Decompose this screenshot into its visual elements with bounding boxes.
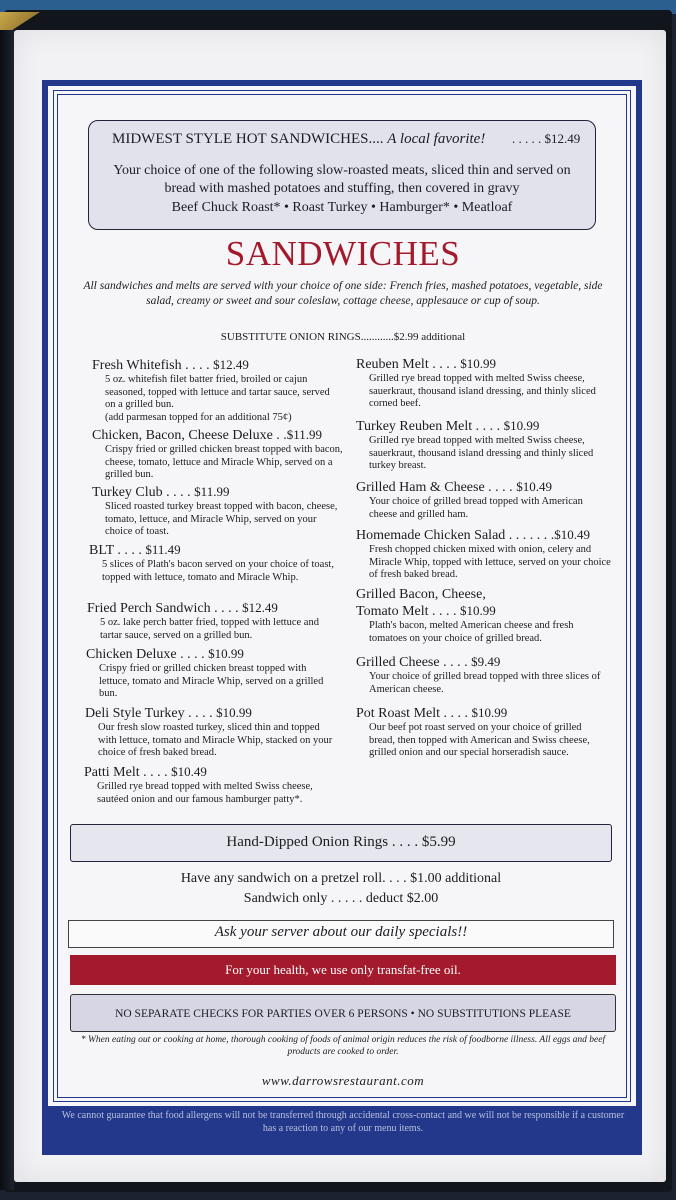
menu-item bbox=[85, 705, 335, 760]
item-extra: (add parmesan topped for an additional 75¢) bbox=[105, 411, 292, 423]
menu-item bbox=[89, 542, 339, 584]
menu-item bbox=[356, 418, 608, 473]
menu-item bbox=[356, 587, 608, 645]
item-description: Fresh chopped chicken mixed with onion, celery and Miracle Whip, topped with lettuce, served on your choice of fresh baked bread. bbox=[369, 544, 611, 580]
menu-item bbox=[86, 646, 336, 701]
item-price: $12.49 bbox=[213, 357, 249, 372]
item-name: Grilled Ham & Cheese . . . . bbox=[356, 480, 513, 495]
item-price: $10.99 bbox=[216, 705, 252, 720]
item-description: Your choice of grilled bread topped with three slices of American cheese. bbox=[369, 671, 601, 695]
hot-sandwiches-tagline: A local favorite! bbox=[387, 131, 486, 147]
restaurant-website: www.darrowsrestaurant.com bbox=[261, 1073, 425, 1088]
menu-item bbox=[356, 527, 612, 582]
item-price: $11.49 bbox=[145, 542, 181, 557]
item-name: Homemade Chicken Salad . . . . . . . bbox=[356, 528, 555, 543]
item-price: $11.99 bbox=[194, 484, 230, 499]
hot-sandwiches-description: Your choice of one of the following slow-roasted meats, sliced thin and served on bread with mashed potatoes and stuffing, then covered in gravy bbox=[113, 163, 571, 196]
item-price: $10.49 bbox=[516, 479, 552, 494]
onion-rings-item: Hand-Dipped Onion Rings . . . . $5.99 bbox=[226, 834, 456, 850]
item-name-line2: Tomato Melt . . . . bbox=[356, 604, 457, 619]
item-description: Sliced roasted turkey breast topped with bacon, cheese, tomato, lettuce, and Miracle Whip, served on your choice of toast. bbox=[105, 501, 338, 537]
sides-note: All sandwiches and melts are served with your choice of one side: French fries, mashed potatoes, vegetable, side salad, creamy or sweet and sour coleslaw, cottage cheese, applesauce or cup of soup. bbox=[83, 280, 603, 307]
daily-specials-note: Ask your server about our daily specials!! bbox=[214, 924, 468, 940]
item-price: $12.49 bbox=[242, 600, 278, 615]
item-price: $10.49 bbox=[171, 764, 207, 779]
menu-item bbox=[356, 654, 608, 696]
item-name: Pot Roast Melt . . . . bbox=[356, 706, 469, 721]
hot-sandwiches-title bbox=[112, 131, 485, 148]
allergen-notice: We cannot guarantee that food allergens will not be transferred through accidental cross-contact and we will not be responsible if a customer has a reaction to any of our menu items. bbox=[61, 1110, 625, 1134]
food-safety-disclaimer: * When eating out or cooking at home, thorough cooking of foods of animal origin reduces the risk of foodborne illness. All eggs and beef products are cooked to order. bbox=[80, 1035, 606, 1057]
item-description: Crispy fried or grilled chicken breast topped with lettuce, tomato and Miracle Whip, served on a grilled bun. bbox=[99, 663, 324, 699]
menu-item bbox=[92, 427, 350, 482]
checks-policy-note: NO SEPARATE CHECKS FOR PARTIES OVER 6 PERSONS • NO SUBSTITUTIONS PLEASE bbox=[115, 1008, 571, 1020]
menu-item bbox=[84, 764, 340, 806]
pretzel-roll-option: Have any sandwich on a pretzel roll. . . . $1.00 additional bbox=[180, 871, 502, 886]
item-description: 5 oz. whitefish filet batter fried, broiled or cajun seasoned, topped with lettuce and tartar sauce, served on a grilled bun. bbox=[105, 374, 330, 410]
item-name: Patti Melt . . . . bbox=[84, 765, 168, 780]
section-title: SANDWICHES bbox=[225, 234, 461, 273]
hot-sandwiches-heading: MIDWEST STYLE HOT SANDWICHES.... bbox=[112, 131, 384, 147]
item-name: BLT . . . . bbox=[89, 543, 142, 558]
item-description: Grilled rye bread topped with melted Swiss cheese, sauerkraut, thousand island dressing, and thinly sliced corned beef. bbox=[369, 373, 596, 409]
item-name: Fried Perch Sandwich . . . . bbox=[87, 601, 239, 616]
item-name: Fresh Whitefish . . . . bbox=[92, 358, 210, 373]
menu-item bbox=[87, 600, 337, 642]
menu-item bbox=[92, 357, 342, 424]
item-description: Plath's bacon, melted American cheese and fresh tomatoes on your choice of grilled bread. bbox=[369, 620, 574, 644]
item-name: Grilled Cheese . . . . bbox=[356, 655, 468, 670]
item-price: $10.99 bbox=[208, 646, 244, 661]
transfat-oil-note: For your health, we use only transfat-free oil. bbox=[225, 962, 461, 977]
item-description: Our fresh slow roasted turkey, sliced thin and topped with lettuce, tomato and Miracle Whip, stacked on your choice of fresh baked bread. bbox=[98, 722, 333, 758]
item-price: $10.99 bbox=[471, 705, 508, 720]
onion-rings-substitute: SUBSTITUTE ONION RINGS............$2.99 additional bbox=[220, 331, 466, 343]
item-name: Chicken, Bacon, Cheese Deluxe . . bbox=[92, 428, 287, 443]
item-name: Grilled Bacon, Cheese, bbox=[356, 587, 486, 602]
menu-item bbox=[356, 356, 608, 411]
item-name: Reuben Melt . . . . bbox=[356, 357, 457, 372]
item-description: 5 slices of Plath's bacon served on your choice of toast, topped with lettuce, tomato and Miracle Whip. bbox=[102, 559, 334, 583]
item-price: $10.49 bbox=[554, 527, 591, 542]
item-price: $9.49 bbox=[471, 654, 501, 669]
menu-item bbox=[356, 705, 608, 760]
menu-item bbox=[92, 484, 342, 539]
item-price: $10.99 bbox=[503, 418, 540, 433]
item-description: 5 oz. lake perch batter fried, topped with lettuce and tartar sauce, served on a grilled bun. bbox=[100, 617, 319, 641]
binder-spine bbox=[0, 30, 14, 1190]
item-name: Chicken Deluxe . . . . bbox=[86, 647, 205, 662]
hot-sandwiches-price: . . . . . $12.49 bbox=[512, 131, 581, 146]
item-name: Turkey Club . . . . bbox=[92, 485, 191, 500]
item-description: Our beef pot roast served on your choice of grilled bread, then topped with American and Swiss cheese, grilled onion and our special horseradish sauce. bbox=[369, 722, 590, 758]
menu-item bbox=[356, 479, 608, 521]
item-name: Turkey Reuben Melt . . . . bbox=[356, 419, 501, 434]
item-description: Grilled rye bread topped with melted Swiss cheese, sautéed onion and our famous hamburger patty*. bbox=[97, 781, 313, 805]
item-description: Crispy fried or grilled chicken breast topped with bacon, cheese, tomato, lettuce and Miracle Whip, served on a grilled bun. bbox=[105, 444, 343, 480]
item-description: Your choice of grilled bread topped with American cheese and grilled ham. bbox=[369, 496, 583, 520]
item-description: Grilled rye bread topped with melted Swiss cheese, sauerkraut, thousand island dressing and thinly sliced turkey breast. bbox=[369, 435, 594, 471]
item-price: $10.99 bbox=[460, 603, 496, 618]
sandwich-only-option: Sandwich only . . . . . deduct $2.00 bbox=[243, 891, 439, 906]
item-name: Deli Style Turkey . . . . bbox=[85, 706, 213, 721]
hot-sandwiches-meats: Beef Chuck Roast* • Roast Turkey • Hamburger* • Meatloaf bbox=[171, 200, 513, 215]
item-price: $10.99 bbox=[460, 356, 496, 371]
item-price: $11.99 bbox=[286, 427, 323, 442]
